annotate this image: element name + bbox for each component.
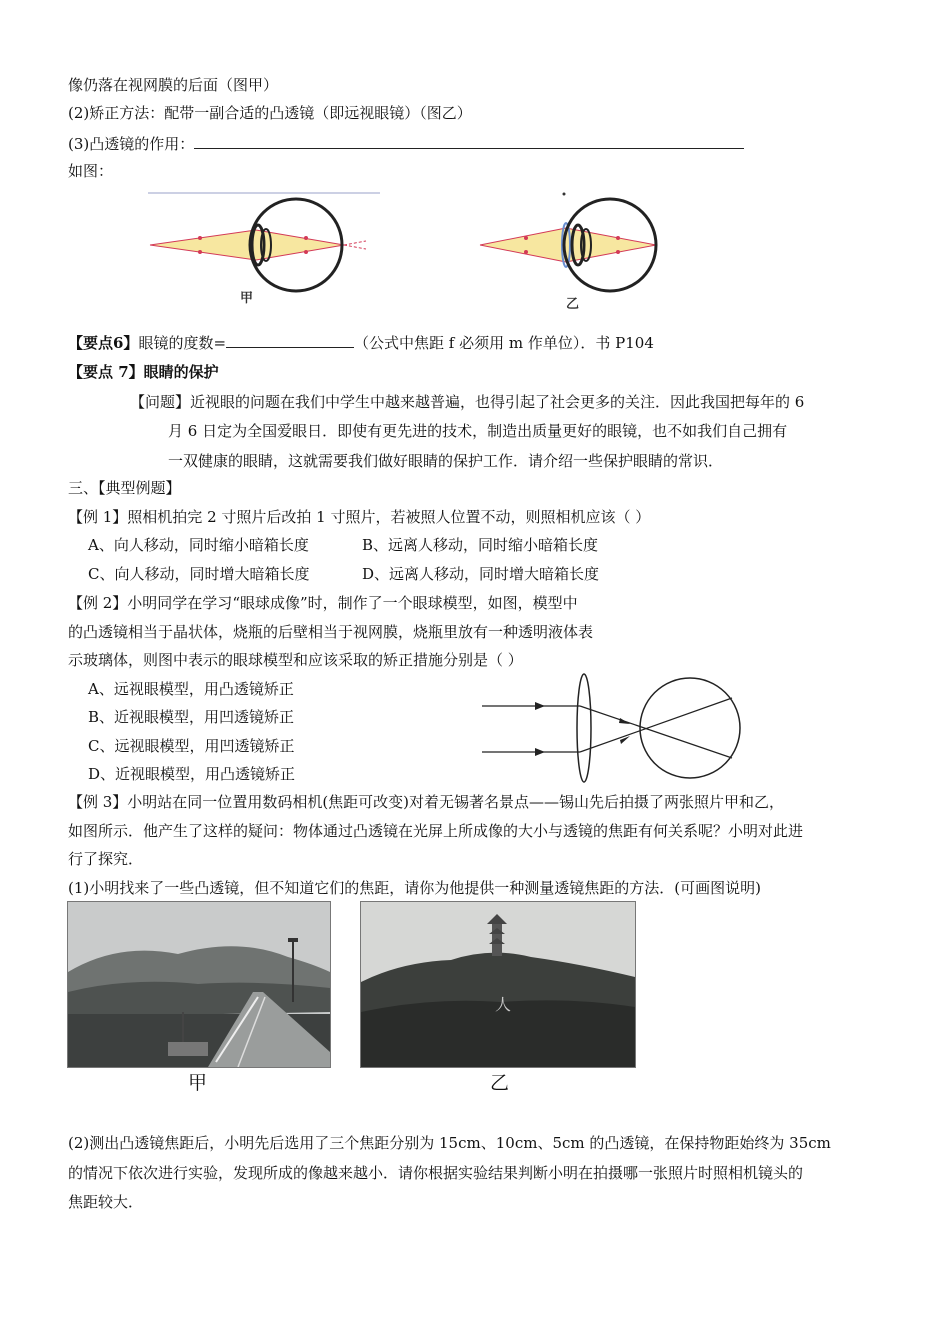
- key-point-6-tag: 【要点6】: [68, 334, 139, 352]
- corrected-eye-diagram: [478, 190, 698, 310]
- key-point-7-tag: 【要点 7】: [68, 363, 144, 381]
- photo-yi: [360, 901, 636, 1068]
- example-3-subquestion-2: 的情况下依次进行实验，发现所成的像越来越小．请你根据实验结果判断小明在拍摄哪一张照片时照相机镜头的: [68, 1164, 804, 1182]
- svg-text:人: 人: [495, 995, 512, 1014]
- example-3-line: 行了探究．: [68, 850, 144, 868]
- text-line: (2)矫正方法：配带一副合适的凸透镜（即远视眼镜）（图乙）: [68, 104, 472, 122]
- example-1-option-d: D、远离人移动，同时增大暗箱长度: [362, 565, 600, 583]
- key-point-6-text: 眼镜的度数=: [138, 334, 227, 352]
- question-line: 【问题】近视眼的问题在我们中学生中越来越普遍，也得引起了社会更多的关注．因此我国把每年的 6: [130, 393, 805, 411]
- text-line: 像仍落在视网膜的后面（图甲）: [68, 76, 279, 94]
- answer-blank[interactable]: [194, 133, 744, 149]
- example-2-line: 示玻璃体，则图中表示的眼球模型和应该采取的矫正措施分别是（ ）: [68, 651, 523, 669]
- photo-jia: [67, 901, 331, 1068]
- photo-jia-caption: 甲: [188, 1072, 208, 1094]
- key-point-7-title: 眼睛的保护: [143, 363, 219, 381]
- example-3-subquestion-2: (2)测出凸透镜焦距后，小明先后选用了三个焦距分别为 15cm、10cm、5cm 的凸透镜，在保持物距始终为 35cm: [68, 1134, 831, 1152]
- example-3-subquestion-2: 焦距较大．: [68, 1193, 144, 1211]
- example-3-line: 【例 3】小明站在同一位置用数码相机(焦距可改变)对着无锡著名景点——锡山先后拍摄了两张照片甲和乙，: [68, 793, 785, 811]
- example-3-line: 如图所示．他产生了这样的疑问：物体通过凸透镜在光屏上所成像的大小与透镜的焦距有何关系呢？小明对此进: [68, 822, 804, 840]
- eye-model-diagram: [480, 668, 750, 786]
- example-2-option-a: A、远视眼模型，用凸透镜矫正: [88, 680, 294, 698]
- example-3-subquestion-1: (1)小明找来了一些凸透镜，但不知道它们的焦距，请你为他提供一种测量透镜焦距的方法．(可画图说明): [68, 879, 761, 897]
- text-line: 如图：: [68, 162, 114, 180]
- text-line: [68, 133, 744, 154]
- key-point-7: [68, 362, 219, 382]
- figure-label-jia: 甲: [240, 291, 254, 306]
- example-2-option-b: B、近视眼模型，用凹透镜矫正: [88, 708, 295, 726]
- example-1-option-a: A、向人移动，同时缩小暗箱长度: [88, 536, 309, 554]
- example-1-option-c: C、向人移动，同时增大暗箱长度: [88, 565, 310, 583]
- example-1-option-b: B、远离人移动，同时缩小暗箱长度: [362, 536, 599, 554]
- question-line: 一双健康的眼睛，这就需要我们做好眼睛的保护工作．请介绍一些保护眼睛的常识．: [168, 452, 724, 470]
- example-2-option-d: D、近视眼模型，用凸透镜矫正: [88, 765, 296, 783]
- example-2-line: 的凸透镜相当于晶状体，烧瓶的后壁相当于视网膜，烧瓶里放有一种透明液体表: [68, 623, 594, 641]
- hyperopia-eye-diagram: [148, 190, 388, 310]
- question-line: 月 6 日定为全国爱眼日．即使有更先进的技术，制造出质量更好的眼镜，也不如我们自己拥有: [168, 422, 788, 440]
- figure-label-yi: 乙: [566, 297, 580, 312]
- example-2-option-c: C、远视眼模型，用凹透镜矫正: [88, 737, 295, 755]
- photo-yi-caption: 乙: [490, 1072, 510, 1094]
- example-2-line: 【例 2】小明同学在学习“眼球成像”时，制作了一个眼球模型，如图，模型中: [68, 594, 578, 612]
- degree-formula-blank[interactable]: [226, 332, 354, 348]
- key-point-6-note: （公式中焦距 f 必须用 m 作单位）．书 P104: [354, 334, 654, 352]
- section-heading: 三、【典型例题】: [68, 479, 181, 497]
- example-1-question: 【例 1】照相机拍完 2 寸照片后改拍 1 寸照片，若被照人位置不动，则照相机应该（ ）: [68, 508, 651, 526]
- convex-lens-role-label: (3)凸透镜的作用：: [68, 135, 195, 153]
- key-point-6: [68, 332, 654, 353]
